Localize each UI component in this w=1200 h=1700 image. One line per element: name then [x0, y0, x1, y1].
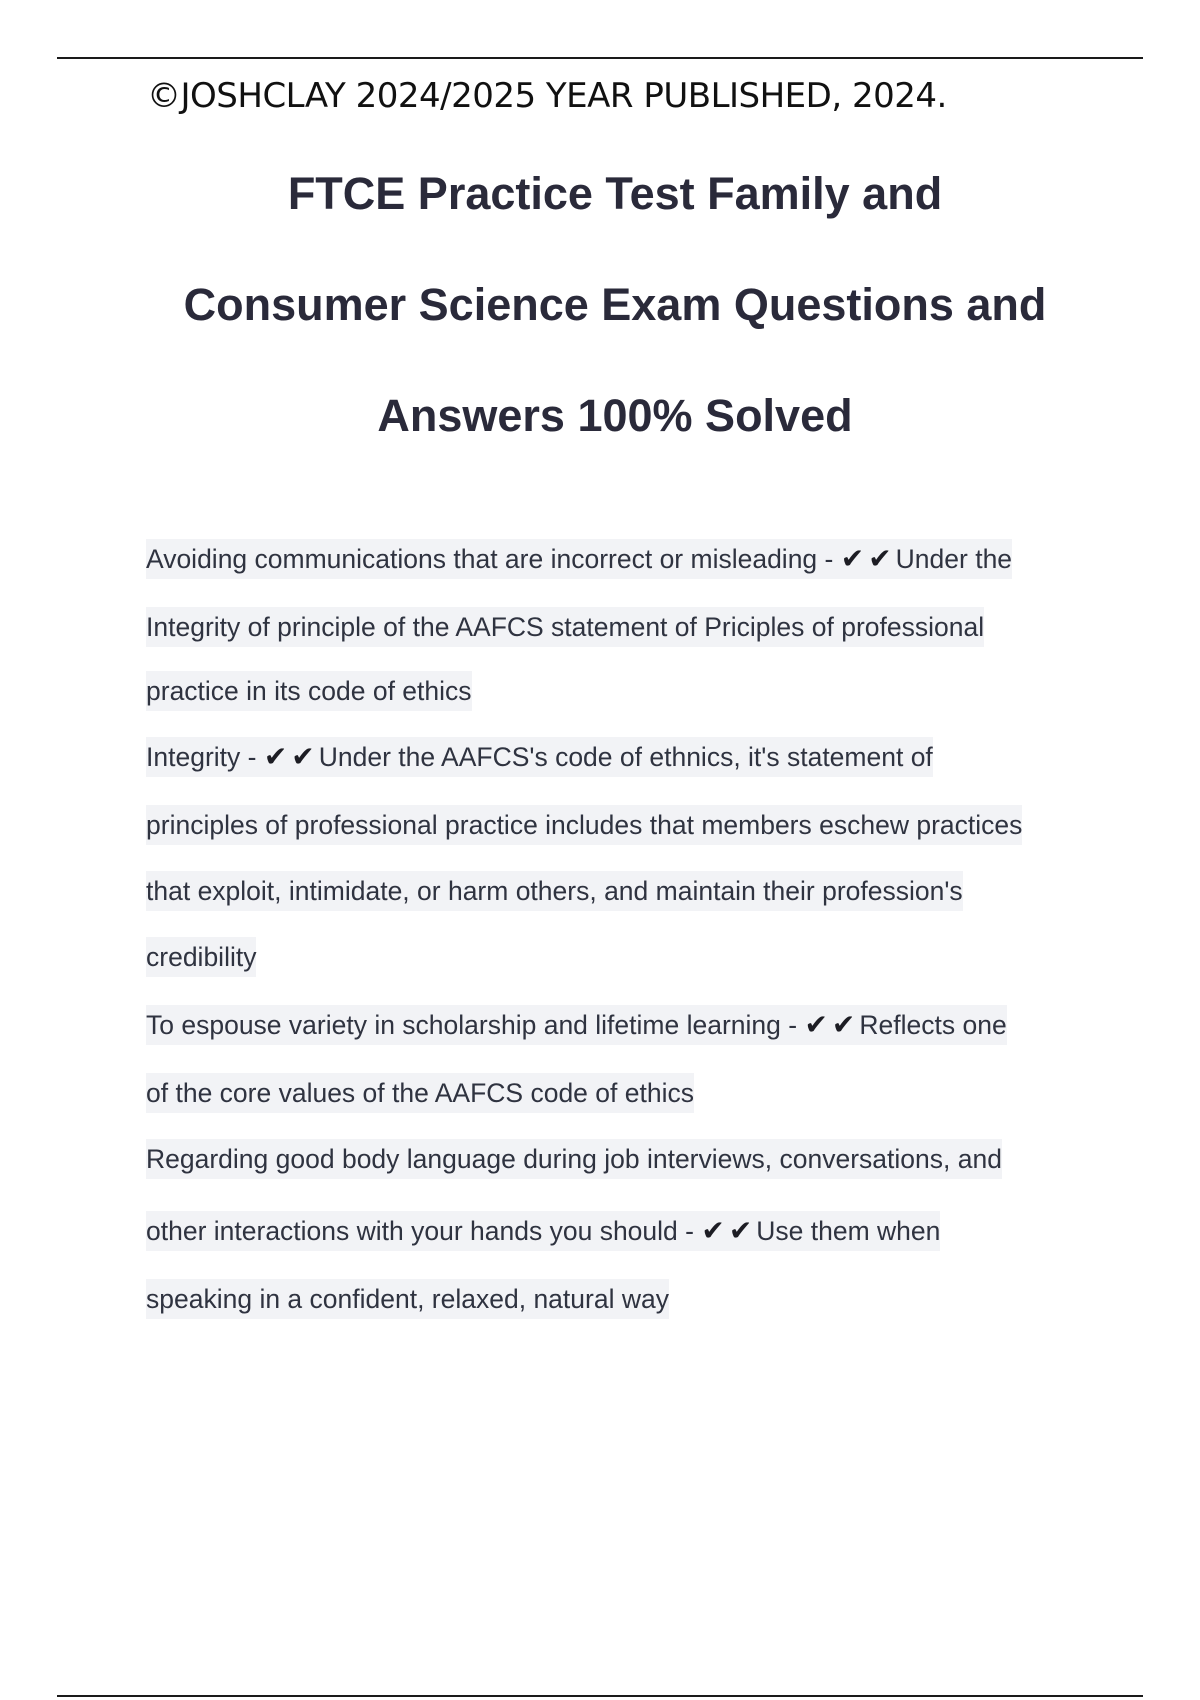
top-rule	[57, 57, 1143, 59]
qa-answer: Under the AAFCS's code of ethnics, it's statement of	[318, 742, 933, 772]
qa-item	[146, 1008, 1096, 1144]
qa-answer-line: principles of professional practice includes that members eschew practices	[146, 805, 1022, 845]
check-icon: ✔	[840, 542, 865, 575]
check-icon: ✔	[701, 1214, 725, 1247]
qa-answer-line: speaking in a confident, relaxed, natural way	[146, 1279, 669, 1319]
qa-answer: Under the	[895, 544, 1013, 574]
title-line-2: Consumer Science Exam Questions and	[183, 279, 1047, 330]
qa-question: Integrity - ✔ ✔ Under the AAFCS's code of ethnics, it's statement of	[146, 737, 933, 777]
title-line-3: Answers 100% Solved	[377, 390, 853, 441]
qa-item	[146, 542, 1096, 740]
bottom-rule	[57, 1695, 1143, 1697]
check-icon: ✔	[291, 740, 315, 773]
qa-answer-line: Integrity of principle of the AAFCS statement of Priciples of professional	[146, 607, 984, 647]
qa-answer-line: of the core values of the AAFCS code of ethics	[146, 1073, 694, 1113]
qa-answer-line: practice in its code of ethics	[146, 671, 472, 711]
qa-item	[146, 740, 1096, 1008]
check-icon: ✔	[263, 740, 288, 773]
check-icon: ✔	[728, 1214, 753, 1247]
qa-list	[146, 542, 1096, 1350]
qa-question: other interactions with your hands you should - ✔ ✔ Use them when	[146, 1211, 940, 1251]
document-title	[100, 138, 1130, 471]
qa-answer: Use them when	[756, 1216, 941, 1246]
qa-question: Avoiding communications that are incorrect or misleading - ✔ ✔ Under the	[146, 539, 1012, 579]
check-icon: ✔	[804, 1008, 828, 1041]
qa-answer-line: that exploit, intimidate, or harm others, and maintain their profession's	[146, 871, 963, 911]
check-icon: ✔	[868, 542, 892, 575]
check-icon: ✔	[831, 1008, 856, 1041]
copyright-header: ©JOSHCLAY 2024/2025 YEAR PUBLISHED, 2024.	[147, 76, 947, 116]
qa-question: To espouse variety in scholarship and lifetime learning - ✔ ✔ Reflects one	[146, 1005, 1007, 1045]
qa-item	[146, 1144, 1096, 1350]
qa-question: Regarding good body language during job interviews, conversations, and	[146, 1139, 1002, 1179]
qa-answer-line: credibility	[146, 937, 256, 977]
title-line-1: FTCE Practice Test Family and	[287, 168, 943, 219]
qa-answer: Reflects one	[859, 1010, 1007, 1040]
